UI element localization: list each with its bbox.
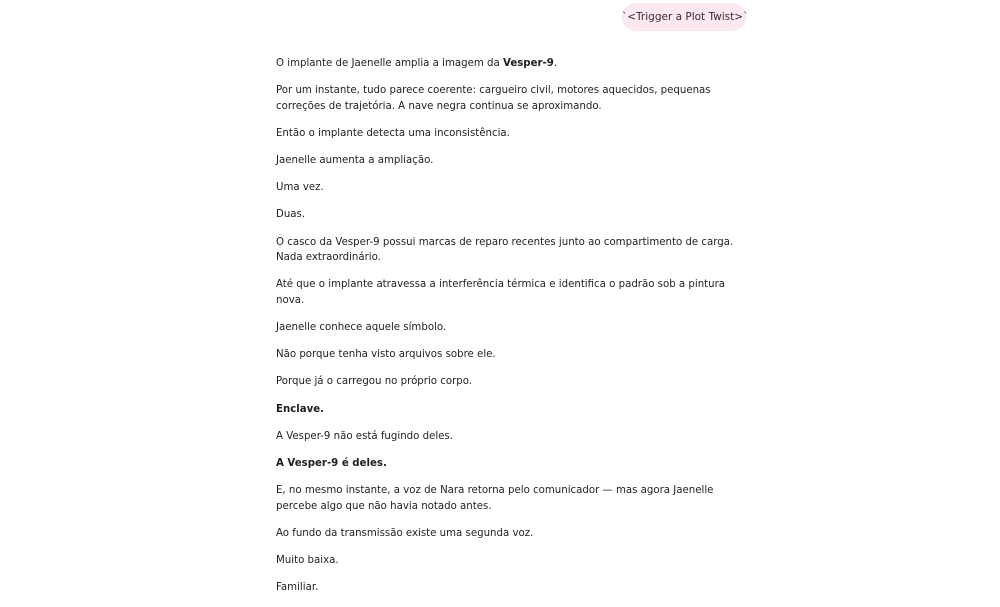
paragraph [276,56,746,72]
paragraph: Ao fundo da transmissão existe uma segunda voz. [276,527,534,539]
paragraph: Muito baixa. [276,555,339,566]
paragraph-text: . [553,58,558,69]
paragraph: E, no mesmo instante, a voz de Nara retorna pelo comunicador — mas agora Jaenelle percebe algo que não havia notado antes. [276,485,714,512]
paragraph-text: O implante de Jaenelle amplia a imagem da [276,58,503,69]
paragraph: A Vesper-9 não está fugindo deles. [276,430,453,442]
user-message-bubble: `<Trigger a Plot Twist>` [622,3,746,31]
paragraph: Familiar. [276,582,319,594]
paragraph: Jaenelle aumenta a ampliação. [276,155,434,167]
paragraph: Duas. [276,209,306,221]
paragraph-bold: A Vesper-9 é deles. [276,457,387,469]
paragraph: Então o implante detecta uma inconsistência. [276,127,510,139]
paragraph: O casco da Vesper-9 possui marcas de reparo recentes junto ao compartimento de carga. Nada extraordinário. [276,236,734,264]
paragraph: Jaenelle conhece aquele símbolo. [276,322,447,333]
paragraph: Não porque tenha visto arquivos sobre ele. [276,349,496,361]
paragraph: Por um instante, tudo parece coerente: cargueiro civil, motores aquecidos, pequenas correções de trajetória. A nave negra continua se aproximando. [276,85,711,112]
paragraph: Porque já o carregou no próprio corpo. [276,376,473,388]
paragraph-bold: Enclave. [276,403,325,415]
paragraph: Até que o implante atravessa a interferência térmica e identifica o padrão sob a pintura nova. [276,279,726,306]
paragraph: Uma vez. [276,182,324,194]
assistant-message [276,56,746,607]
bold-ship-name: Vesper-9 [503,58,554,69]
